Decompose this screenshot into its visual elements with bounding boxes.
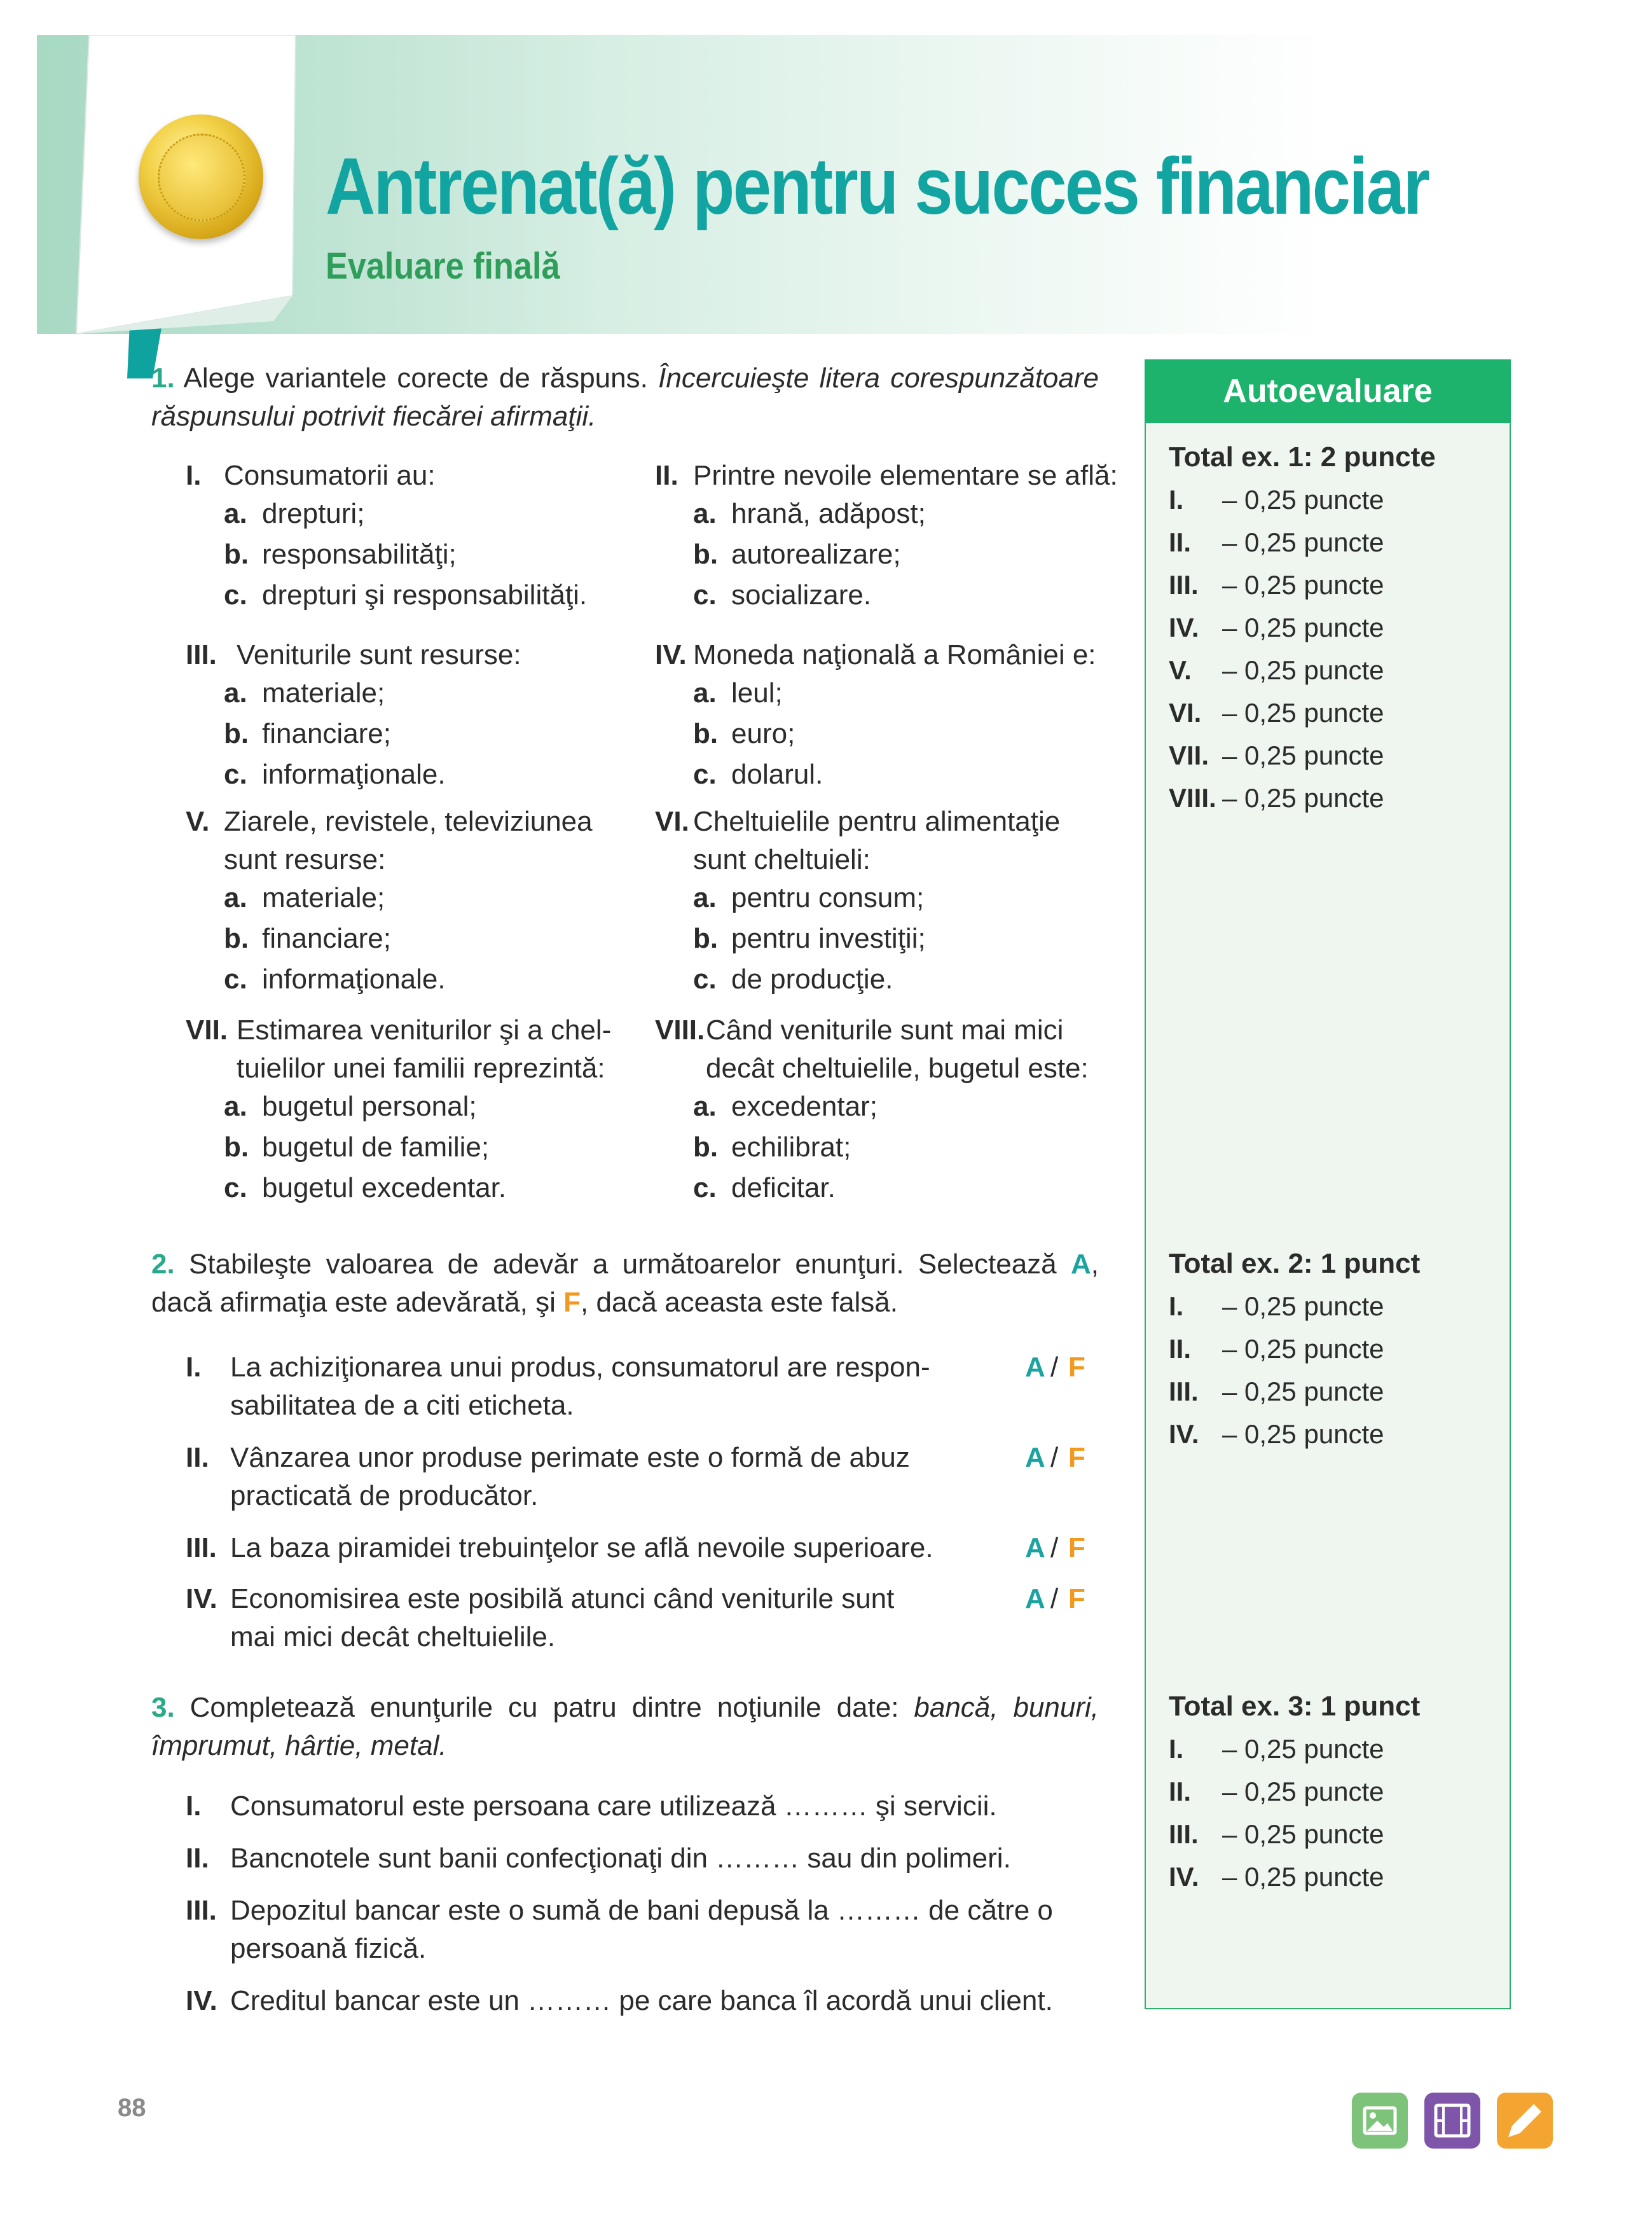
option-letter[interactable]: b. (693, 539, 719, 570)
statement-roman: II. (186, 1442, 209, 1473)
statement-text: mai mici decât cheltuielile. (230, 1621, 556, 1652)
score-total: Total ex. 1: 2 puncte (1169, 441, 1436, 473)
true-option-a[interactable]: A (1025, 1442, 1045, 1473)
autoevaluare-heading: Autoevaluare (1145, 359, 1511, 423)
option-letter[interactable]: a. (224, 498, 247, 529)
false-option-f[interactable]: F (1068, 1352, 1085, 1383)
ex1-instruction (151, 359, 1099, 436)
option-letter[interactable]: c. (693, 759, 717, 790)
score-roman: III. (1169, 1819, 1199, 1849)
statement-roman: III. (186, 1532, 217, 1563)
score-roman: V. (1169, 655, 1192, 685)
page-title: Antrenat(ă) pentru succes financiar (326, 141, 1429, 231)
question-text: tuielilor unei familii reprezintă: (237, 1053, 605, 1084)
fill-roman: III. (186, 1895, 217, 1926)
score-points: – 0,25 puncte (1222, 485, 1384, 515)
ex1-number: 1. (151, 363, 175, 394)
option-text[interactable]: drepturi şi responsabilităţi. (262, 579, 588, 611)
statement-roman: I. (186, 1352, 202, 1383)
question-text: Estimarea veniturilor şi a chel- (237, 1015, 612, 1046)
option-text[interactable]: de producţie. (731, 964, 893, 995)
option-text[interactable]: pentru investiţii; (731, 923, 926, 954)
option-letter[interactable]: b. (693, 923, 719, 954)
score-points: – 0,25 puncte (1222, 1776, 1384, 1806)
option-text[interactable]: financiare; (262, 718, 392, 749)
option-text[interactable]: leul; (731, 677, 783, 709)
statement-text: practicată de producător. (230, 1480, 539, 1511)
option-text[interactable]: informaţionale. (262, 964, 446, 995)
option-text[interactable]: excedentar; (731, 1091, 878, 1122)
fill-roman: IV. (186, 1985, 217, 2016)
question-roman: VII. (186, 1015, 228, 1046)
image-icon-glyph (1352, 2093, 1408, 2149)
option-text[interactable]: pentru consum; (731, 882, 925, 913)
option-letter[interactable]: b. (224, 923, 249, 954)
score-points: – 0,25 puncte (1222, 1734, 1384, 1764)
score-roman: VIII. (1169, 783, 1216, 813)
option-text[interactable]: deficitar. (731, 1172, 836, 1203)
option-text[interactable]: financiare; (262, 923, 392, 954)
score-points: – 0,25 puncte (1222, 740, 1384, 770)
score-points: – 0,25 puncte (1222, 655, 1384, 685)
slash-separator: / (1050, 1442, 1059, 1473)
ex2-instruction (151, 1245, 1099, 1322)
fill-roman: II. (186, 1843, 209, 1874)
option-text[interactable]: dolarul. (731, 759, 823, 790)
score-points: – 0,25 puncte (1222, 1334, 1384, 1364)
option-letter[interactable]: a. (693, 1091, 717, 1122)
statement-text: Vânzarea unor produse perimate este o formă de abuz (230, 1442, 910, 1473)
score-total: Total ex. 3: 1 punct (1169, 1691, 1421, 1722)
question-text: Ziarele, revistele, televiziunea (224, 806, 593, 837)
question-roman: IV. (655, 639, 687, 670)
false-option-f[interactable]: F (1068, 1532, 1085, 1563)
option-letter[interactable]: b. (224, 718, 249, 749)
slash-separator: / (1050, 1583, 1059, 1614)
film-icon-glyph (1424, 2093, 1480, 2149)
slash-separator: / (1050, 1532, 1059, 1563)
score-roman: I. (1169, 485, 1184, 515)
score-roman: IV. (1169, 613, 1199, 642)
score-points: – 0,25 puncte (1222, 613, 1384, 642)
coin-face (158, 134, 245, 221)
option-letter[interactable]: c. (693, 964, 717, 995)
score-roman: II. (1169, 1776, 1192, 1806)
page-subtitle: Evaluare finală (326, 246, 560, 287)
option-text[interactable]: responsabilităţi; (262, 539, 457, 570)
option-text[interactable]: euro; (731, 718, 795, 749)
option-letter[interactable]: a. (224, 677, 247, 709)
ex2-number: 2. (151, 1249, 175, 1280)
statement-text: La baza piramidei trebuinţelor se află nevoile superioare. (230, 1532, 933, 1563)
score-points: – 0,25 puncte (1222, 698, 1384, 728)
score-roman: I. (1169, 1291, 1184, 1321)
score-roman: II. (1169, 1334, 1192, 1364)
true-option-a[interactable]: A (1025, 1352, 1045, 1383)
fill-text: Creditul bancar este un ……… pe care banca îl acordă unui client. (230, 1985, 1053, 2016)
false-option-f[interactable]: F (1068, 1583, 1085, 1614)
option-text[interactable]: materiale; (262, 677, 385, 709)
option-letter[interactable]: b. (693, 1132, 719, 1163)
ex2-instruction-part2: , dacă afirmaţia este adevărată, şi (151, 1249, 1099, 1318)
score-points: – 0,25 puncte (1222, 1862, 1384, 1892)
question-roman: III. (186, 639, 217, 670)
option-text[interactable]: materiale; (262, 882, 385, 913)
question-text: sunt cheltuieli: (693, 844, 871, 875)
pencil-icon[interactable] (1497, 2093, 1553, 2149)
score-roman: IV. (1169, 1419, 1199, 1449)
option-text[interactable]: informaţionale. (262, 759, 446, 790)
score-points: – 0,25 puncte (1222, 527, 1384, 557)
option-letter[interactable]: a. (224, 882, 247, 913)
fill-text: persoană fizică. (230, 1933, 427, 1964)
image-icon[interactable] (1352, 2093, 1408, 2149)
score-roman: VII. (1169, 740, 1209, 770)
option-letter[interactable]: c. (224, 1172, 247, 1203)
score-roman: III. (1169, 1376, 1199, 1406)
option-letter[interactable]: b. (693, 718, 719, 749)
pencil-icon-glyph (1497, 2093, 1553, 2149)
option-letter[interactable]: b. (224, 539, 249, 570)
ex3-notions: bancă, bunuri, împrumut, hârtie, metal. (151, 1692, 1099, 1761)
score-points: – 0,25 puncte (1222, 1819, 1384, 1849)
slash-separator: / (1050, 1352, 1059, 1383)
score-roman: IV. (1169, 1862, 1199, 1892)
option-letter[interactable]: a. (693, 677, 717, 709)
fill-text: Bancnotele sunt banii confecţionaţi din ……… sau din polimeri. (230, 1843, 1011, 1874)
ex3-instruction-text: Completează enunţurile cu patru dintre noţiunile date: (189, 1692, 899, 1723)
ex1-instruction-text: Alege variantele corecte de răspuns. (183, 363, 648, 394)
statement-text: sabilitatea de a citi eticheta. (230, 1390, 574, 1421)
question-text: decât cheltuielile, bugetul este: (706, 1053, 1089, 1084)
question-text: Moneda naţională a României e: (693, 639, 1096, 670)
option-letter[interactable]: a. (224, 1091, 247, 1122)
question-roman: I. (186, 460, 202, 491)
false-option-f[interactable]: F (1068, 1442, 1085, 1473)
score-roman: III. (1169, 570, 1199, 600)
film-icon[interactable] (1424, 2093, 1480, 2149)
ex2-instruction-part3: , dacă aceasta este falsă. (581, 1287, 898, 1318)
coin-icon (139, 114, 263, 239)
ex1-instruction-italic: Încercuieşte litera corespunzătoare răspunsului potrivit fiecărei afirmaţii. (151, 363, 1099, 432)
question-roman: VI. (655, 806, 689, 837)
option-text[interactable]: echilibrat; (731, 1132, 851, 1163)
fill-text: Depozitul bancar este o sumă de bani depusă la ……… de către o (230, 1895, 1053, 1926)
page-number: 88 (118, 2094, 146, 2122)
ex2-letter-f: F (563, 1287, 581, 1318)
question-text: Când veniturile sunt mai mici (706, 1015, 1064, 1046)
option-letter[interactable]: c. (224, 964, 247, 995)
question-text: sunt resurse: (224, 844, 386, 875)
question-roman: VIII. (655, 1015, 705, 1046)
option-letter[interactable]: a. (693, 498, 717, 529)
statement-roman: IV. (186, 1583, 217, 1614)
option-letter[interactable]: c. (693, 1172, 717, 1203)
score-roman: I. (1169, 1734, 1184, 1764)
option-text[interactable]: bugetul personal; (262, 1091, 477, 1122)
score-points: – 0,25 puncte (1222, 1291, 1384, 1321)
option-letter[interactable]: c. (224, 759, 247, 790)
option-text[interactable]: bugetul excedentar. (262, 1172, 507, 1203)
option-letter[interactable]: b. (224, 1132, 249, 1163)
question-text: Cheltuielile pentru alimentaţie (693, 806, 1061, 837)
fill-roman: I. (186, 1790, 202, 1822)
option-letter[interactable]: a. (693, 882, 717, 913)
question-text: Veniturile sunt resurse: (237, 639, 521, 670)
option-text[interactable]: socializare. (731, 579, 872, 611)
score-total: Total ex. 2: 1 punct (1169, 1248, 1421, 1279)
option-text[interactable]: autorealizare; (731, 539, 901, 570)
true-option-a[interactable]: A (1025, 1583, 1045, 1614)
statement-text: La achiziţionarea unui produs, consumatorul are respon- (230, 1352, 930, 1383)
option-letter[interactable]: c. (693, 579, 717, 611)
score-points: – 0,25 puncte (1222, 1419, 1384, 1449)
ex2-instruction-part1: Stabileşte valoarea de adevăr a următoarelor enunţuri. Selectează (189, 1249, 1057, 1280)
question-text: Printre nevoile elementare se află: (693, 460, 1118, 491)
option-text[interactable]: hrană, adăpost; (731, 498, 926, 529)
question-text: Consumatorii au: (224, 460, 436, 491)
score-roman: VI. (1169, 698, 1202, 728)
question-roman: V. (186, 806, 210, 837)
ex2-letter-a: A (1070, 1249, 1091, 1280)
question-roman: II. (655, 460, 678, 491)
option-text[interactable]: drepturi; (262, 498, 365, 529)
ex3-number: 3. (151, 1692, 175, 1723)
statement-text: Economisirea este posibilă atunci când veniturile sunt (230, 1583, 895, 1614)
option-text[interactable]: bugetul de familie; (262, 1132, 490, 1163)
score-points: – 0,25 puncte (1222, 783, 1384, 813)
ex3-instruction (151, 1689, 1099, 1765)
fill-text: Consumatorul este persoana care utilizează ……… şi servicii. (230, 1790, 997, 1822)
score-roman: II. (1169, 527, 1192, 557)
score-points: – 0,25 puncte (1222, 570, 1384, 600)
score-points: – 0,25 puncte (1222, 1376, 1384, 1406)
option-letter[interactable]: c. (224, 579, 247, 611)
true-option-a[interactable]: A (1025, 1532, 1045, 1563)
